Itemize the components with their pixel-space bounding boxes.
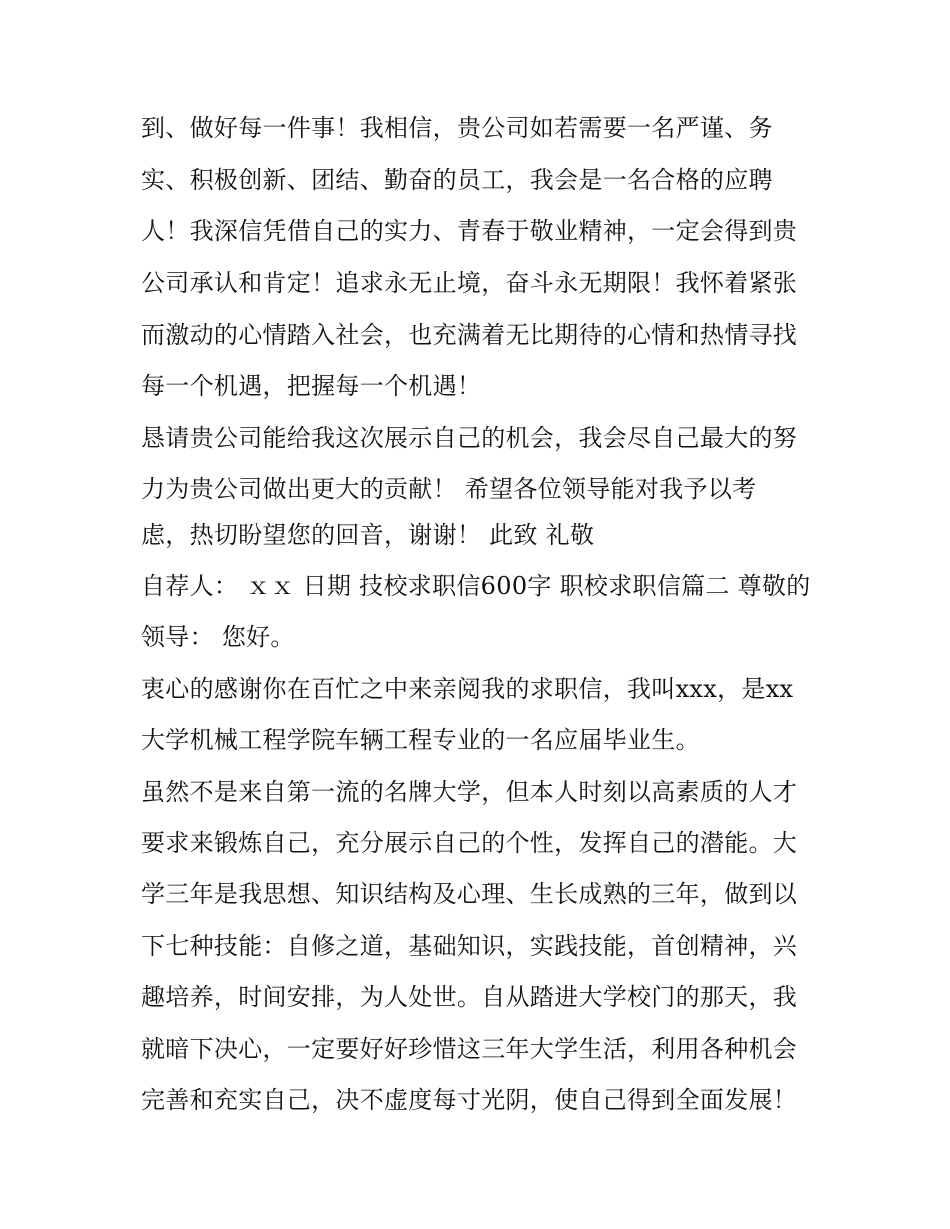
text-line: 人！我深信凭借自己的实力、青春于敬业精神，一定会得到贵 — [141, 217, 798, 245]
text-line: 虑，热切盼望您的回音，谢谢！ 此致 礼敬 — [141, 521, 595, 549]
text-line: 而激动的心情踏入社会，也充满着无比期待的心情和热情寻找 — [141, 321, 798, 349]
text-line: 大学机械工程学院车辆工程专业的一名应届毕业生。 — [141, 726, 700, 754]
text-line: 到、做好每一件事！我相信，贵公司如若需要一名严谨、务 — [141, 114, 773, 142]
text-line: 衷心的感谢你在百忙之中来亲阅我的求职信，我叫xxx，是xx — [141, 675, 794, 703]
text-line: 完善和充实自己，决不虚度每寸光阴，使自己得到全面发展！ — [141, 1086, 798, 1114]
text-line: 实、积极创新、团结、勤奋的员工，我会是一名合格的应聘 — [141, 166, 773, 194]
text-line: 力为贵公司做出更大的贡献！ 希望各位领导能对我予以考 — [141, 475, 757, 503]
text-line: 自荐人： ｘｘ 日期 技校求职信600字 职校求职信篇二 尊敬的 — [141, 572, 811, 600]
text-line: 学三年是我思想、知识结构及心理、生长成熟的三年，做到以 — [141, 880, 798, 908]
text-line: 趣培养，时间安排，为人处世。自从踏进大学校门的那天，我 — [141, 983, 798, 1011]
text-line: 每一个机遇，把握每一个机遇！ — [141, 372, 482, 400]
text-line: 领导： 您好。 — [141, 623, 295, 651]
text-line: 公司承认和肯定！追求永无止境，奋斗永无期限！我怀着紧张 — [141, 269, 798, 297]
text-line: 下七种技能：自修之道，基础知识，实践技能，首创精神，兴 — [141, 932, 798, 960]
text-line: 要求来锻炼自己，充分展示自己的个性，发挥自己的潜能。大 — [141, 829, 798, 857]
text-line: 恳请贵公司能给我这次展示自己的机会，我会尽自己最大的努 — [141, 424, 798, 452]
text-line: 虽然不是来自第一流的名牌大学，但本人时刻以高素质的人才 — [141, 778, 798, 806]
text-line: 就暗下决心，一定要好好珍惜这三年大学生活，利用各种机会 — [141, 1035, 798, 1063]
